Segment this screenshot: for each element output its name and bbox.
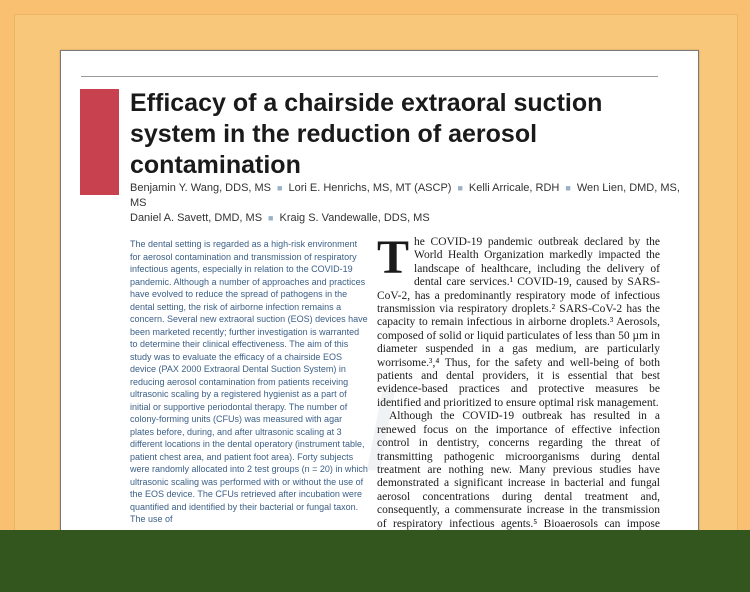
author-name: Daniel A. Savett, DMD, MS — [130, 212, 263, 224]
footer-bar — [0, 530, 750, 592]
body-paragraph-1: he COVID-19 pandemic outbreak declared by the World Health Organization markedly impacted the landscape of healthcare, including the delivery of dental care services.¹ COVID-19, caused by SARS-CoV-2, has a predominantly respiratory mode of infectious transmission via respiratory droplets.² SARS-CoV-2 has the capacity to remain infectious in airborne droplets.³ Aerosols, composed of solid or liquid particulates of less than 50 µm in diameter suspended in a gas medium, are particularly worrisome.³,⁴ Thus, for the safety and well-being of both patients and dental providers, it is essential that best evidence-based practices and protective measures be identified and prioritized to ensure optimal risk management. — [377, 236, 660, 409]
drop-cap: T — [377, 231, 410, 284]
title-accent-block — [80, 89, 119, 195]
watermark-icon: / — [366, 369, 397, 492]
article-page — [60, 50, 699, 552]
author-name: Kelli Arricale, RDH — [468, 182, 560, 194]
author-separator-icon: ■ — [565, 183, 571, 193]
body-paragraph-2: Although the COVID-19 outbreak has resulted in a renewed focus on the importance of effective infection control in dentistry, concerns regarding the threat of transmitting pathogenic microorganisms during dental treatment are nothing new. Many previous studies have demonstrated a significant increase in bacterial and fungal aerosol concentrations during dental treatment and, consequently, a commensurate increase in the transmission of respiratory infectious agents.⁵ Bioaerosols can impose — [377, 410, 660, 530]
author-name: Lori E. Henrichs, MS, MT (ASCP) — [288, 182, 452, 194]
header-rule — [81, 76, 658, 77]
author-separator-icon: ■ — [277, 183, 283, 193]
author-separator-icon: ■ — [457, 183, 463, 193]
author-separator-icon: ■ — [268, 213, 274, 223]
author-name: Benjamin Y. Wang, DDS, MS — [130, 182, 272, 194]
article-title: Efficacy of a chairside extraoral suction system in the reduction of aerosol contamination — [130, 89, 603, 179]
author-name: Kraig S. Vandewalle, DDS, MS — [279, 212, 430, 224]
author-name: Wen Lien, DMD, MS, MS — [130, 182, 680, 209]
author-list — [130, 181, 690, 226]
abstract-text: The dental setting is regarded as a high-risk environment for aerosol contamination and transmission of respiratory infectious agents, especially in relation to the COVID-19 pandemic. Although a number of approaches and practices have evolved to reduce the spread of pathogens in the dental setting, the risk of airborne infection remains a concern. Several new extraoral suction (EOS) devices have been marketed recently; further investigation is warranted to determine their clinical effectiveness. The aim of this study was to evaluate the efficacy of a chairside EOS device (PAX 2000 Extraoral Dental Suction System) in reducing aerosol contamination from patients receiving ultrasonic scaling by a registered hygienist as a part of initial or supportive periodontal therapy. The number of colony-forming units (CFUs) was measured with agar plates before, during, and after ultrasonic scaling at 3 different locations in the dental operatory (instrument table, patient chest area, and patient foot area). Forty subjects were randomly allocated into 2 test groups (n = 20) in which ultrasonic scaling was performed with or without the use of the EOS device. The CFUs retrieved after incubation were quantified and identified by their bacterial or fungal taxon. The use of — [130, 239, 368, 524]
